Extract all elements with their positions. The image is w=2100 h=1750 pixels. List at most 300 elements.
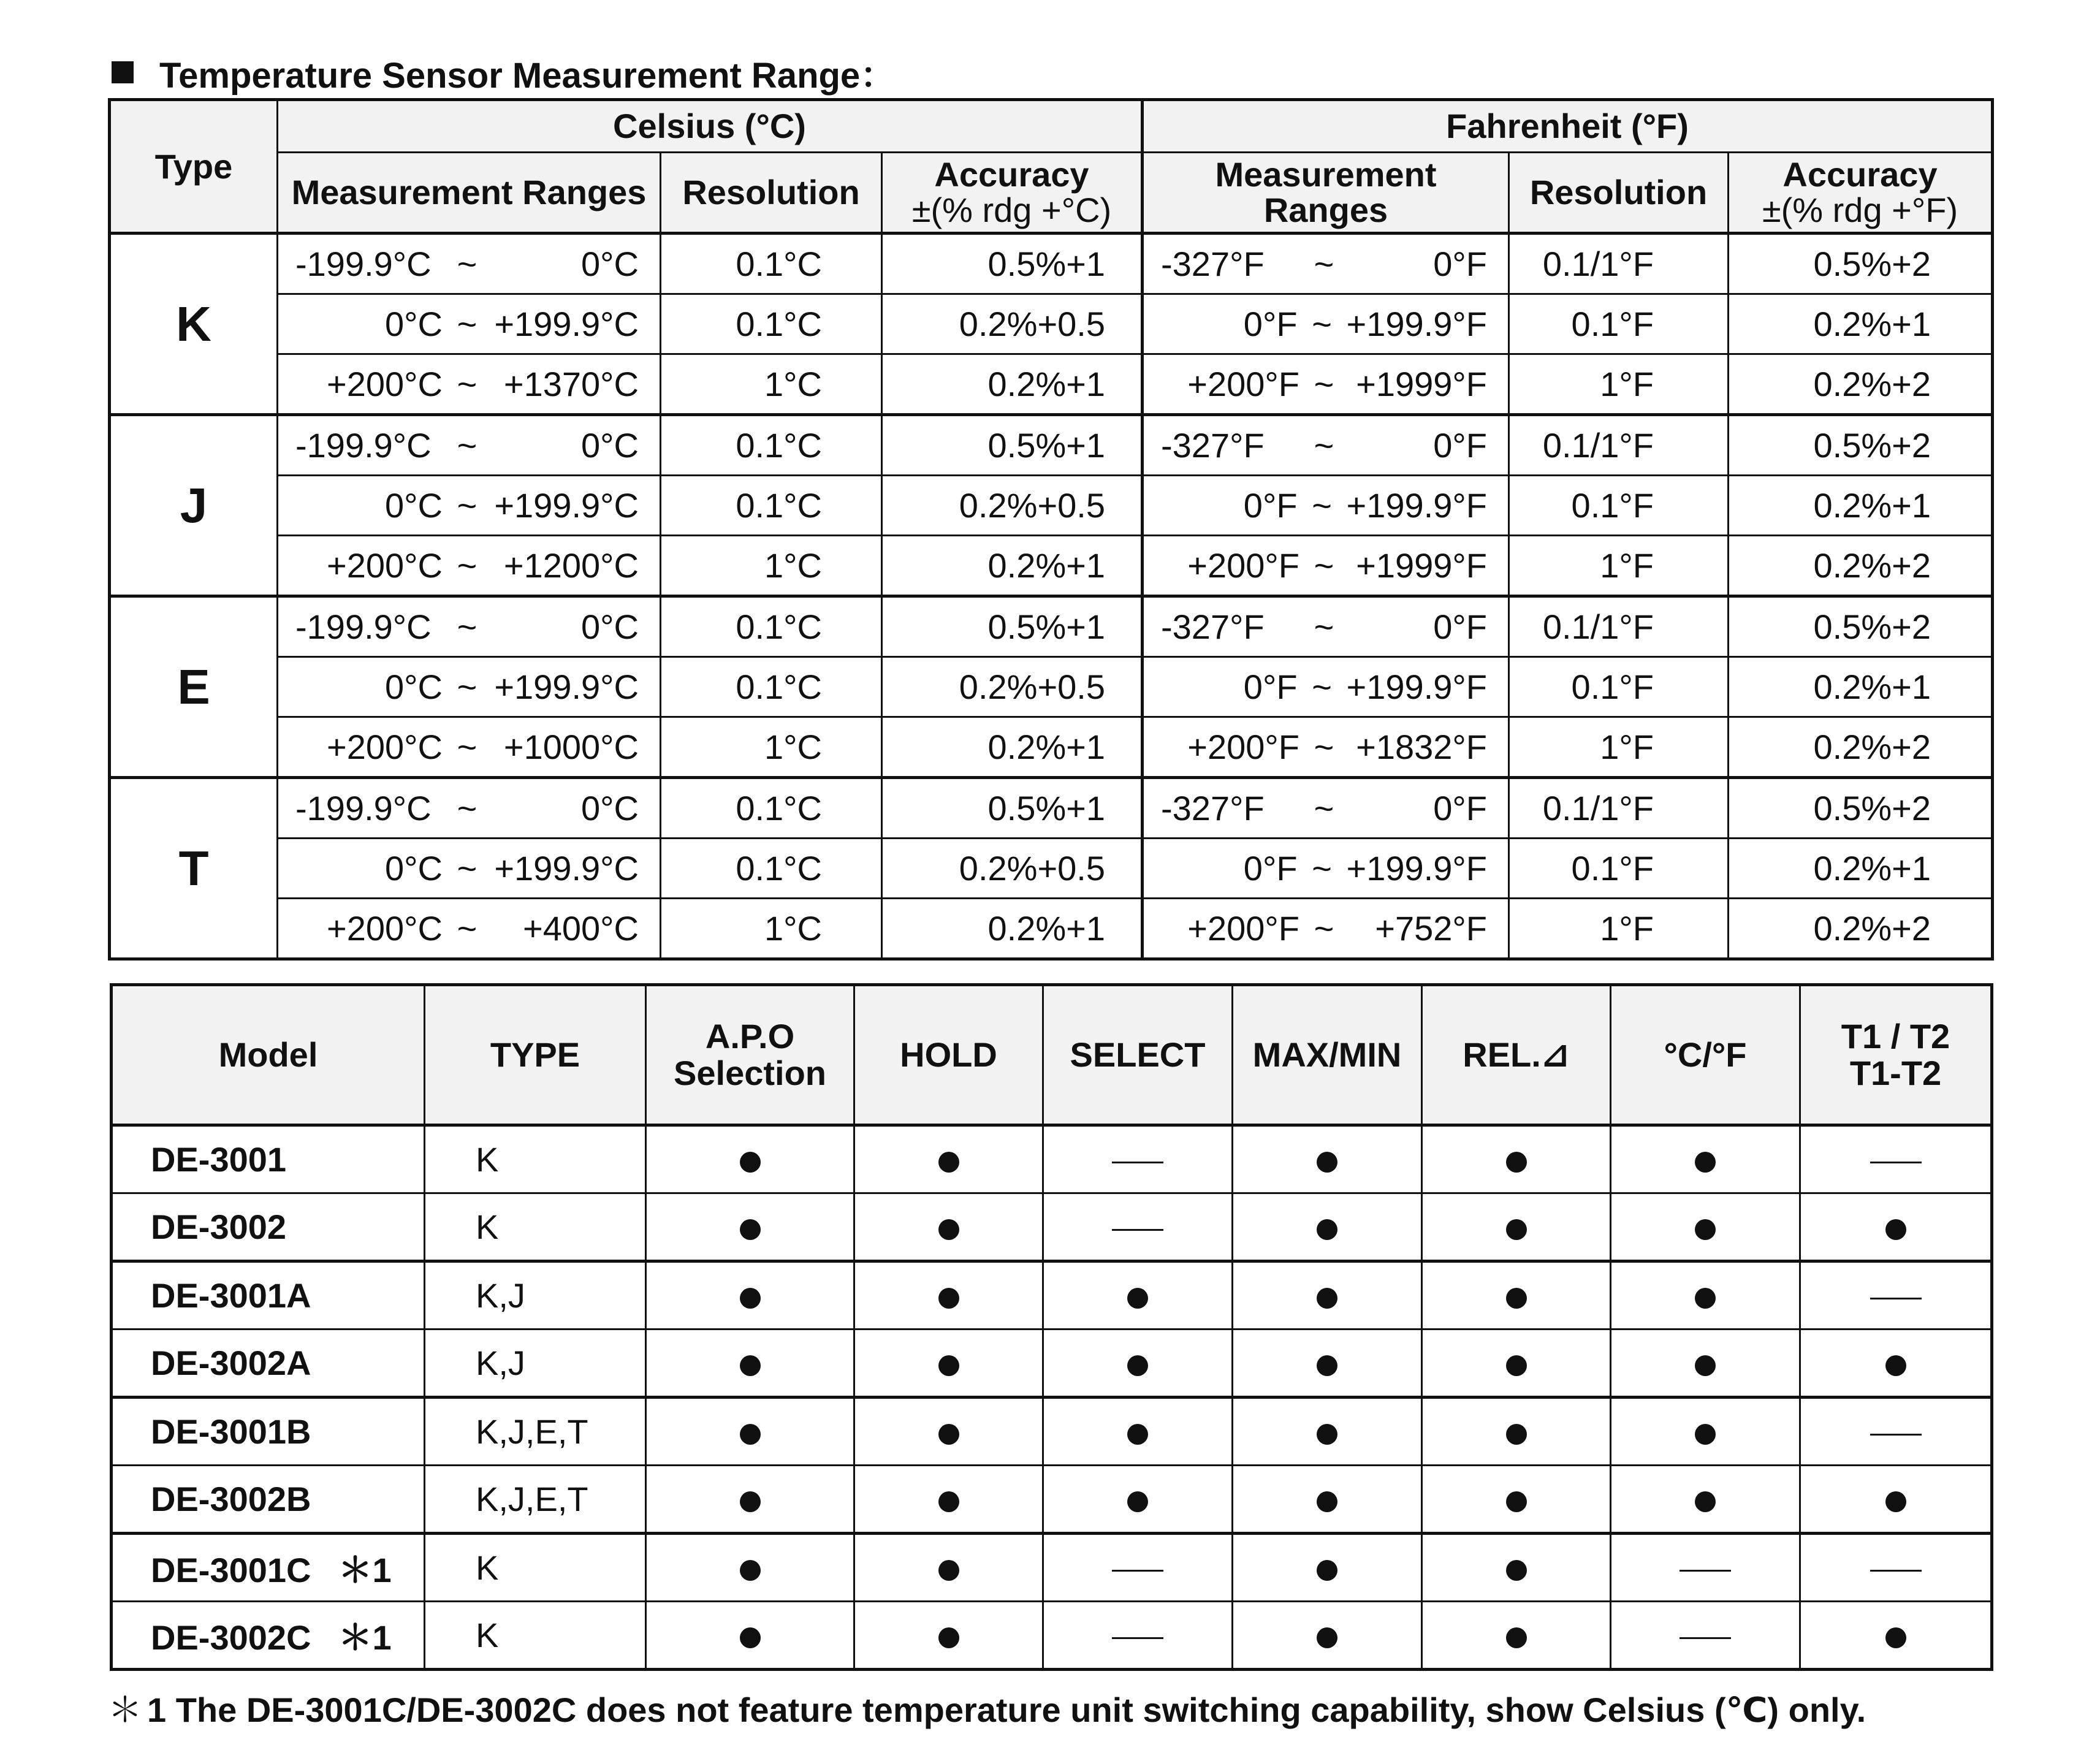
dash-icon xyxy=(1870,1570,1922,1572)
celsius-range xyxy=(278,899,661,959)
celsius-range-low: +200°C xyxy=(327,909,443,948)
fahrenheit-resolution: 0.1/1°F xyxy=(1509,596,1729,657)
filled-circle-icon xyxy=(1127,1424,1148,1445)
header-maxmin: MAX/MIN xyxy=(1233,985,1422,1125)
filled-circle-icon xyxy=(1695,1491,1716,1512)
dash-icon xyxy=(1870,1434,1922,1436)
range-row xyxy=(110,536,1993,596)
header-t1-t2-line2: T1-T2 xyxy=(1849,1054,1942,1092)
fahrenheit-accuracy: 0.2%+1 xyxy=(1729,657,1993,717)
feature-select xyxy=(1043,1466,1233,1534)
celsius-range-low: -199.9°C xyxy=(295,426,432,465)
thermocouple-type: K xyxy=(110,234,278,415)
feature-unit xyxy=(1611,1534,1800,1602)
filled-circle-icon xyxy=(1317,1288,1337,1309)
feature-rel xyxy=(1422,1330,1611,1398)
celsius-resolution: 0.1°C xyxy=(661,839,882,899)
feature-apo xyxy=(646,1193,854,1261)
feature-select xyxy=(1043,1330,1233,1398)
page-title-text: Temperature Sensor Measurement Range： xyxy=(159,56,896,96)
range-row xyxy=(110,234,1993,294)
celsius-resolution: 1°C xyxy=(661,536,882,596)
filled-circle-icon xyxy=(1317,1491,1337,1512)
fahrenheit-range xyxy=(1143,778,1509,839)
feature-hold xyxy=(854,1534,1043,1602)
fahrenheit-range-high: 0°F xyxy=(1433,789,1487,827)
feature-hold xyxy=(854,1330,1043,1398)
celsius-resolution: 0.1°C xyxy=(661,294,882,354)
range-tilde: ~ xyxy=(457,426,477,465)
filled-circle-icon xyxy=(938,1424,959,1445)
feature-unit xyxy=(1611,1466,1800,1534)
celsius-range-high: +400°C xyxy=(523,909,639,948)
fahrenheit-range-low: -327°F xyxy=(1161,607,1265,646)
model-row xyxy=(112,1398,1992,1466)
fahrenheit-range-low: +200°F xyxy=(1187,365,1299,403)
feature-rel xyxy=(1422,1602,1611,1670)
fahrenheit-range-low: +200°F xyxy=(1187,546,1299,585)
filled-circle-icon xyxy=(1317,1424,1337,1445)
range-tilde: ~ xyxy=(1314,245,1334,283)
fahrenheit-range-high: 0°F xyxy=(1433,245,1487,283)
feature-apo xyxy=(646,1398,854,1466)
filled-circle-icon xyxy=(1885,1219,1906,1240)
model-sensor-types: K xyxy=(425,1602,646,1670)
dash-icon xyxy=(1680,1570,1731,1572)
model-row xyxy=(112,1534,1992,1602)
celsius-accuracy: 0.5%+1 xyxy=(882,234,1143,294)
fahrenheit-resolution: 1°F xyxy=(1509,536,1729,596)
thermocouple-type: J xyxy=(110,415,278,596)
range-tilde: ~ xyxy=(1312,305,1332,343)
feature-apo xyxy=(646,1602,854,1670)
fahrenheit-range-high: +199.9°F xyxy=(1346,668,1487,706)
filled-circle-icon xyxy=(740,1152,761,1173)
celsius-range xyxy=(278,536,661,596)
fahrenheit-range xyxy=(1143,596,1509,657)
celsius-accuracy: 0.2%+0.5 xyxy=(882,294,1143,354)
filled-circle-icon xyxy=(1695,1152,1716,1173)
feature-apo xyxy=(646,1330,854,1398)
model-name-cell xyxy=(112,1125,425,1193)
model-row xyxy=(112,1261,1992,1330)
feature-maxmin xyxy=(1233,1602,1422,1670)
range-tilde: ~ xyxy=(457,789,477,827)
model-sensor-types: K xyxy=(425,1534,646,1602)
feature-maxmin xyxy=(1233,1534,1422,1602)
header-measurement-ranges-f-line1: Measurement xyxy=(1215,155,1437,194)
range-tilde: ~ xyxy=(1314,789,1334,827)
celsius-range-low: +200°C xyxy=(327,728,443,766)
celsius-resolution: 0.1°C xyxy=(661,476,882,536)
header-resolution-c: Resolution xyxy=(661,153,882,234)
fahrenheit-accuracy: 0.2%+1 xyxy=(1729,476,1993,536)
celsius-range-high: 0°C xyxy=(581,426,639,465)
feature-apo xyxy=(646,1534,854,1602)
header-apo-line2: Selection xyxy=(674,1054,826,1092)
fahrenheit-range xyxy=(1143,717,1509,778)
fahrenheit-range-low: +200°F xyxy=(1187,909,1299,948)
fahrenheit-range xyxy=(1143,234,1509,294)
fahrenheit-accuracy: 0.2%+2 xyxy=(1729,354,1993,415)
filled-circle-icon xyxy=(1317,1355,1337,1376)
feature-rel xyxy=(1422,1534,1611,1602)
celsius-range-high: 0°C xyxy=(581,607,639,646)
model-sensor-types: K xyxy=(425,1193,646,1261)
celsius-range xyxy=(278,657,661,717)
fahrenheit-range xyxy=(1143,294,1509,354)
celsius-range-high: +199.9°C xyxy=(494,668,639,706)
feature-t1t2 xyxy=(1800,1330,1992,1398)
filled-circle-icon xyxy=(1317,1627,1337,1648)
celsius-range-low: +200°C xyxy=(327,365,443,403)
model-feature-table xyxy=(110,983,1993,1671)
fahrenheit-resolution: 0.1°F xyxy=(1509,657,1729,717)
header-accuracy-c-label: Accuracy xyxy=(934,155,1089,194)
feature-maxmin xyxy=(1233,1398,1422,1466)
feature-unit xyxy=(1611,1193,1800,1261)
fahrenheit-accuracy: 0.5%+2 xyxy=(1729,596,1993,657)
header-type: TYPE xyxy=(425,985,646,1125)
thermocouple-type: T xyxy=(110,778,278,959)
dash-icon xyxy=(1680,1637,1731,1639)
range-tilde: ~ xyxy=(1314,546,1334,585)
feature-hold xyxy=(854,1398,1043,1466)
model-name: DE-3001B xyxy=(151,1412,311,1451)
feature-apo xyxy=(646,1125,854,1193)
range-tilde: ~ xyxy=(457,668,477,706)
header-measurement-ranges-c: Measurement Ranges xyxy=(278,153,661,234)
feature-rel xyxy=(1422,1125,1611,1193)
model-name-cell xyxy=(112,1466,425,1534)
filled-circle-icon xyxy=(1317,1560,1337,1581)
fahrenheit-range-high: +199.9°F xyxy=(1346,486,1487,525)
filled-circle-icon xyxy=(938,1627,959,1648)
header-fahrenheit: Fahrenheit (°F) xyxy=(1143,100,1993,153)
footnote-mark: ＊ xyxy=(108,1691,142,1729)
range-tilde: ~ xyxy=(1314,365,1334,403)
range-tilde: ~ xyxy=(1312,849,1332,888)
filled-circle-icon xyxy=(1506,1627,1527,1648)
feature-maxmin xyxy=(1233,1330,1422,1398)
feature-t1t2 xyxy=(1800,1261,1992,1330)
feature-hold xyxy=(854,1466,1043,1534)
filled-circle-icon xyxy=(938,1491,959,1512)
fahrenheit-range xyxy=(1143,899,1509,959)
thermocouple-type: E xyxy=(110,596,278,778)
celsius-accuracy: 0.5%+1 xyxy=(882,415,1143,476)
celsius-range xyxy=(278,717,661,778)
fahrenheit-range-low: 0°F xyxy=(1243,305,1298,343)
header-apo-line1: A.P.O xyxy=(705,1017,795,1056)
filled-circle-icon xyxy=(740,1219,761,1240)
fahrenheit-range xyxy=(1143,476,1509,536)
celsius-accuracy: 0.5%+1 xyxy=(882,596,1143,657)
fahrenheit-range-high: +1999°F xyxy=(1356,365,1487,403)
feature-hold xyxy=(854,1125,1043,1193)
filled-circle-icon xyxy=(740,1627,761,1648)
filled-circle-icon xyxy=(1506,1355,1527,1376)
filled-circle-icon xyxy=(1506,1219,1527,1240)
fahrenheit-range-high: +752°F xyxy=(1375,909,1487,948)
celsius-range-low: 0°C xyxy=(385,486,443,525)
celsius-accuracy: 0.2%+1 xyxy=(882,899,1143,959)
filled-circle-icon xyxy=(1127,1355,1148,1376)
fahrenheit-resolution: 0.1°F xyxy=(1509,839,1729,899)
feature-maxmin xyxy=(1233,1125,1422,1193)
feature-unit xyxy=(1611,1261,1800,1330)
range-tilde: ~ xyxy=(1314,909,1334,948)
filled-circle-icon xyxy=(1885,1355,1906,1376)
header-rel: REL.⊿ xyxy=(1422,985,1611,1125)
model-name-cell xyxy=(112,1602,425,1670)
fahrenheit-range-high: +199.9°F xyxy=(1346,849,1487,888)
filled-circle-icon xyxy=(1506,1288,1527,1309)
filled-circle-icon xyxy=(938,1219,959,1240)
celsius-range-low: -199.9°C xyxy=(295,789,432,827)
filled-circle-icon xyxy=(740,1355,761,1376)
fahrenheit-range-low: -327°F xyxy=(1161,245,1265,283)
model-name: DE-3002B xyxy=(151,1480,311,1518)
header-t1-t2 xyxy=(1800,985,1992,1125)
range-tilde: ~ xyxy=(1314,426,1334,465)
range-tilde: ~ xyxy=(457,728,477,766)
measurement-range-table xyxy=(108,98,1994,961)
fahrenheit-resolution: 0.1°F xyxy=(1509,476,1729,536)
model-sensor-types: K,J xyxy=(425,1261,646,1330)
fahrenheit-range xyxy=(1143,839,1509,899)
feature-t1t2 xyxy=(1800,1534,1992,1602)
header-hold: HOLD xyxy=(854,985,1043,1125)
range-row xyxy=(110,778,1993,839)
model-row xyxy=(112,1125,1992,1193)
celsius-range xyxy=(278,294,661,354)
dash-icon xyxy=(1870,1162,1922,1163)
header-accuracy-c-unit: ±(% rdg +°C) xyxy=(911,191,1112,229)
fahrenheit-range-high: 0°F xyxy=(1433,426,1487,465)
model-row xyxy=(112,1193,1992,1261)
filled-circle-icon xyxy=(1506,1560,1527,1581)
celsius-resolution: 0.1°C xyxy=(661,657,882,717)
header-celsius: Celsius (°C) xyxy=(278,100,1143,153)
celsius-range-low: 0°C xyxy=(385,849,443,888)
celsius-range-high: +1000°C xyxy=(503,728,639,766)
fahrenheit-range xyxy=(1143,657,1509,717)
filled-circle-icon xyxy=(740,1288,761,1309)
model-name: DE-3001C xyxy=(151,1550,311,1589)
celsius-accuracy: 0.2%+0.5 xyxy=(882,839,1143,899)
range-row xyxy=(110,476,1993,536)
feature-t1t2 xyxy=(1800,1398,1992,1466)
fahrenheit-range-low: -327°F xyxy=(1161,426,1265,465)
model-name: DE-3002A xyxy=(151,1344,311,1382)
range-tilde: ~ xyxy=(1314,607,1334,646)
fahrenheit-resolution: 1°F xyxy=(1509,899,1729,959)
filled-circle-icon xyxy=(938,1355,959,1376)
feature-t1t2 xyxy=(1800,1602,1992,1670)
model-row xyxy=(112,1602,1992,1670)
model-name-cell xyxy=(112,1330,425,1398)
feature-unit xyxy=(1611,1602,1800,1670)
header-accuracy-f-label: Accuracy xyxy=(1782,155,1938,194)
celsius-range xyxy=(278,415,661,476)
feature-rel xyxy=(1422,1466,1611,1534)
filled-circle-icon xyxy=(938,1288,959,1309)
celsius-accuracy: 0.2%+1 xyxy=(882,536,1143,596)
celsius-range-low: -199.9°C xyxy=(295,607,432,646)
feature-hold xyxy=(854,1193,1043,1261)
fahrenheit-range xyxy=(1143,354,1509,415)
fahrenheit-range-low: +200°F xyxy=(1187,728,1299,766)
feature-select xyxy=(1043,1125,1233,1193)
filled-circle-icon xyxy=(740,1560,761,1581)
celsius-resolution: 1°C xyxy=(661,717,882,778)
feature-t1t2 xyxy=(1800,1125,1992,1193)
celsius-accuracy: 0.5%+1 xyxy=(882,778,1143,839)
feature-t1t2 xyxy=(1800,1466,1992,1534)
feature-unit xyxy=(1611,1125,1800,1193)
fahrenheit-range-high: +199.9°F xyxy=(1346,305,1487,343)
celsius-range xyxy=(278,839,661,899)
celsius-range xyxy=(278,476,661,536)
celsius-range-high: +199.9°C xyxy=(494,849,639,888)
celsius-resolution: 0.1°C xyxy=(661,234,882,294)
feature-select xyxy=(1043,1261,1233,1330)
header-model: Model xyxy=(112,985,425,1125)
dash-icon xyxy=(1112,1162,1163,1163)
range-tilde: ~ xyxy=(457,909,477,948)
fahrenheit-range-high: +1832°F xyxy=(1356,728,1487,766)
feature-t1t2 xyxy=(1800,1193,1992,1261)
celsius-range-low: +200°C xyxy=(327,546,443,585)
model-name: DE-3001A xyxy=(151,1276,311,1315)
header-apo-selection xyxy=(646,985,854,1125)
celsius-accuracy: 0.2%+0.5 xyxy=(882,657,1143,717)
fahrenheit-resolution: 0.1/1°F xyxy=(1509,778,1729,839)
model-name-cell xyxy=(112,1193,425,1261)
feature-maxmin xyxy=(1233,1261,1422,1330)
range-tilde: ~ xyxy=(1312,486,1332,525)
feature-apo xyxy=(646,1261,854,1330)
model-sensor-types: K,J,E,T xyxy=(425,1466,646,1534)
feature-select xyxy=(1043,1398,1233,1466)
celsius-resolution: 0.1°C xyxy=(661,778,882,839)
filled-circle-icon xyxy=(1695,1219,1716,1240)
filled-circle-icon xyxy=(938,1560,959,1581)
celsius-range-high: 0°C xyxy=(581,245,639,283)
celsius-range-high: +199.9°C xyxy=(494,305,639,343)
square-bullet-icon xyxy=(112,61,134,83)
header-resolution-f: Resolution xyxy=(1509,153,1729,234)
model-sensor-types: K,J xyxy=(425,1330,646,1398)
header-measurement-ranges-f-line2: Ranges xyxy=(1263,191,1388,229)
filled-circle-icon xyxy=(938,1152,959,1173)
feature-rel xyxy=(1422,1261,1611,1330)
celsius-range-high: +1370°C xyxy=(503,365,639,403)
fahrenheit-resolution: 0.1/1°F xyxy=(1509,415,1729,476)
range-tilde: ~ xyxy=(457,305,477,343)
footnote-text: 1 The DE-3001C/DE-3002C does not feature temperature unit switching capability, show Celsius (℃) only. xyxy=(147,1691,1866,1729)
fahrenheit-accuracy: 0.2%+2 xyxy=(1729,717,1993,778)
feature-select xyxy=(1043,1602,1233,1670)
feature-maxmin xyxy=(1233,1466,1422,1534)
range-tilde: ~ xyxy=(457,849,477,888)
model-sensor-types: K xyxy=(425,1125,646,1193)
filled-circle-icon xyxy=(1506,1152,1527,1173)
filled-circle-icon xyxy=(1317,1152,1337,1173)
feature-rel xyxy=(1422,1398,1611,1466)
filled-circle-icon xyxy=(1506,1491,1527,1512)
range-tilde: ~ xyxy=(457,486,477,525)
range-tilde: ~ xyxy=(1312,668,1332,706)
model-name-cell xyxy=(112,1534,425,1602)
celsius-range xyxy=(278,234,661,294)
filled-circle-icon xyxy=(1317,1219,1337,1240)
celsius-range-low: 0°C xyxy=(385,668,443,706)
range-row xyxy=(110,294,1993,354)
range-row xyxy=(110,596,1993,657)
model-row xyxy=(112,1330,1992,1398)
celsius-range xyxy=(278,596,661,657)
dash-icon xyxy=(1112,1570,1163,1572)
range-tilde: ~ xyxy=(1314,728,1334,766)
fahrenheit-accuracy: 0.2%+2 xyxy=(1729,899,1993,959)
range-row xyxy=(110,899,1993,959)
celsius-range-high: 0°C xyxy=(581,789,639,827)
model-name: DE-3002 xyxy=(151,1208,287,1246)
feature-maxmin xyxy=(1233,1193,1422,1261)
fahrenheit-accuracy: 0.5%+2 xyxy=(1729,234,1993,294)
celsius-range-high: +1200°C xyxy=(503,546,639,585)
celsius-range-low: 0°C xyxy=(385,305,443,343)
filled-circle-icon xyxy=(1127,1491,1148,1512)
fahrenheit-resolution: 1°F xyxy=(1509,354,1729,415)
range-row xyxy=(110,717,1993,778)
filled-circle-icon xyxy=(1885,1627,1906,1648)
fahrenheit-accuracy: 0.2%+1 xyxy=(1729,839,1993,899)
feature-unit xyxy=(1611,1398,1800,1466)
fahrenheit-accuracy: 0.5%+2 xyxy=(1729,778,1993,839)
feature-rel xyxy=(1422,1193,1611,1261)
range-row xyxy=(110,415,1993,476)
celsius-resolution: 1°C xyxy=(661,354,882,415)
filled-circle-icon xyxy=(740,1424,761,1445)
filled-circle-icon xyxy=(1695,1355,1716,1376)
fahrenheit-resolution: 1°F xyxy=(1509,717,1729,778)
celsius-resolution: 0.1°C xyxy=(661,596,882,657)
model-name-cell xyxy=(112,1261,425,1330)
range-row xyxy=(110,354,1993,415)
header-accuracy-c xyxy=(882,153,1143,234)
range-tilde: ~ xyxy=(457,365,477,403)
fahrenheit-accuracy: 0.2%+1 xyxy=(1729,294,1993,354)
header-t1-t2-line1: T1 / T2 xyxy=(1841,1017,1950,1056)
celsius-range-low: -199.9°C xyxy=(295,245,432,283)
range-tilde: ~ xyxy=(457,546,477,585)
header-accuracy-f-unit: ±(% rdg +°F) xyxy=(1762,191,1958,229)
header-select: SELECT xyxy=(1043,985,1233,1125)
model-row xyxy=(112,1466,1992,1534)
header-unit-switch: °C/°F xyxy=(1611,985,1800,1125)
range-tilde: ~ xyxy=(457,245,477,283)
celsius-accuracy: 0.2%+0.5 xyxy=(882,476,1143,536)
model-name-cell xyxy=(112,1398,425,1466)
celsius-range xyxy=(278,778,661,839)
filled-circle-icon xyxy=(1127,1288,1148,1309)
range-tilde: ~ xyxy=(457,607,477,646)
header-accuracy-f xyxy=(1729,153,1993,234)
feature-hold xyxy=(854,1602,1043,1670)
